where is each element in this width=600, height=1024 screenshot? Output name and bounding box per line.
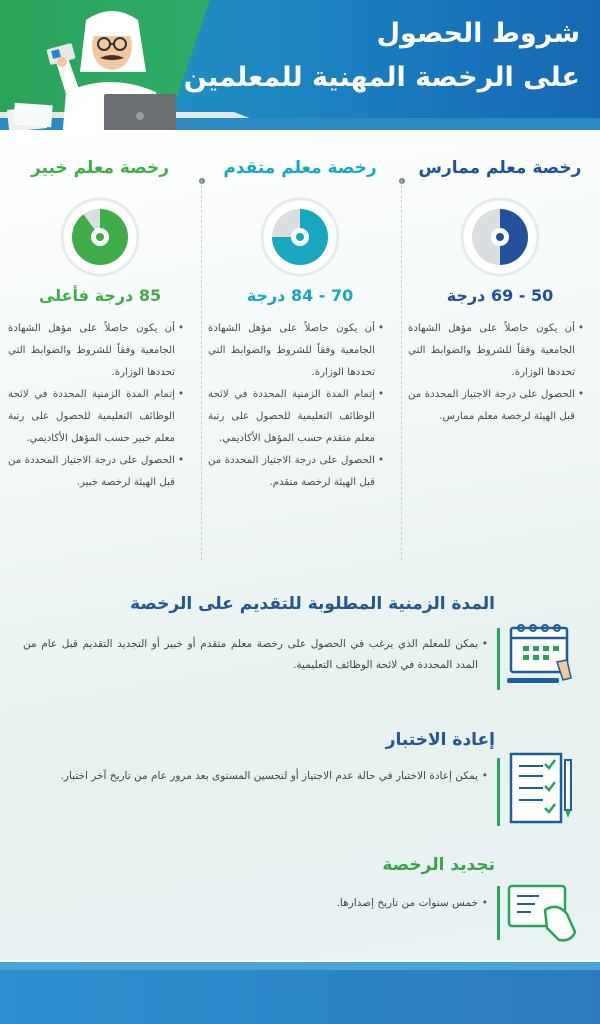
section-accent-line <box>497 886 500 940</box>
requirement-item: • الحصول على درجة الاجتياز المحددة من قبل الهيئة لرخصة معلم ممارس. <box>408 384 584 428</box>
section-accent-line <box>497 628 500 690</box>
score-range: 85 درجة فأعلى <box>38 286 162 305</box>
requirement-item: • الحصول على درجة الاجتياز المحددة من قبل الهيئة لرخصة متقدم. <box>208 450 384 494</box>
page-title-line1: شروط الحصول <box>376 18 580 49</box>
score-range: 50 - 69 درجة <box>446 286 554 305</box>
license-title: رخصة معلم متقدم <box>223 158 377 178</box>
requirement-item: • إتمام المدة الزمنية المحددة في لائحة الوظائف التعليمية للحصول على رتبة معلم خبير حسب المؤهل الأكاديمي. <box>8 384 184 450</box>
license-practitioner-column <box>402 150 598 560</box>
section-title-license-renewal: تجديد الرخصة <box>382 855 495 875</box>
requirement-item: • إتمام المدة الزمنية المحددة في لائحة الوظائف التعليمية للحصول على رتبة معلم متقدم حسب المؤهل الأكاديمي. <box>208 384 384 450</box>
requirement-item: • أن يكون حاصلاً على مؤهل الشهادة الجامعية وفقاً للشروط والضوابط التي تحددها الوزارة. <box>8 318 184 384</box>
section-accent-line <box>497 758 500 826</box>
calendar-icon <box>505 622 580 687</box>
score-gauge-icon <box>260 197 340 277</box>
section-title-retake-exam: إعادة الاختبار <box>385 730 495 750</box>
requirements-list <box>8 318 184 494</box>
score-range: 70 - 84 درجة <box>246 286 354 305</box>
footer-band <box>0 962 600 1024</box>
license-title: رخصة معلم ممارس <box>418 158 582 178</box>
section-text-license-renewal: • خمس سنوات من تاريخ إصدارها. <box>23 893 488 914</box>
requirements-list <box>408 318 584 428</box>
license-card-icon <box>505 880 580 945</box>
page-title-line2: على الرخصة المهنية للمعلمين <box>183 62 580 93</box>
checklist-icon <box>505 752 580 827</box>
license-title: رخصة معلم خبير <box>30 158 170 178</box>
section-title-application-period: المدة الزمنية المطلوبة للتقديم على الرخصة <box>130 594 495 614</box>
footer-stripe <box>0 962 600 970</box>
teacher-mascot-illustration <box>0 0 200 130</box>
section-text-retake-exam: • يمكن إعادة الاختبار في حالة عدم الاجتياز أو لتحسين المستوى بعد مرور عام من تاريخ آخر اختبار. <box>23 766 488 787</box>
requirement-item: • أن يكون حاصلاً على مؤهل الشهادة الجامعية وفقاً للشروط والضوابط التي تحددها الوزارة. <box>408 318 584 384</box>
score-gauge-icon <box>460 197 540 277</box>
score-gauge-icon <box>60 197 140 277</box>
requirement-item: • الحصول على درجة الاجتياز المحددة من قبل الهيئة لرخصة خبير. <box>8 450 184 494</box>
requirements-list <box>208 318 384 494</box>
license-expert-column <box>2 150 198 560</box>
section-text-application-period: • يمكن للمعلم الذي يرغب في الحصول على رخصة معلم متقدم أو خبير أو التجديد التقديم قبل عام من المدد المحددة في لائحة الوظائف التعليمية. <box>23 634 488 676</box>
license-advanced-column <box>202 150 398 560</box>
license-columns <box>0 150 600 560</box>
requirement-item: • أن يكون حاصلاً على مؤهل الشهادة الجامعية وفقاً للشروط والضوابط التي تحددها الوزارة. <box>208 318 384 384</box>
header-banner <box>0 0 600 130</box>
